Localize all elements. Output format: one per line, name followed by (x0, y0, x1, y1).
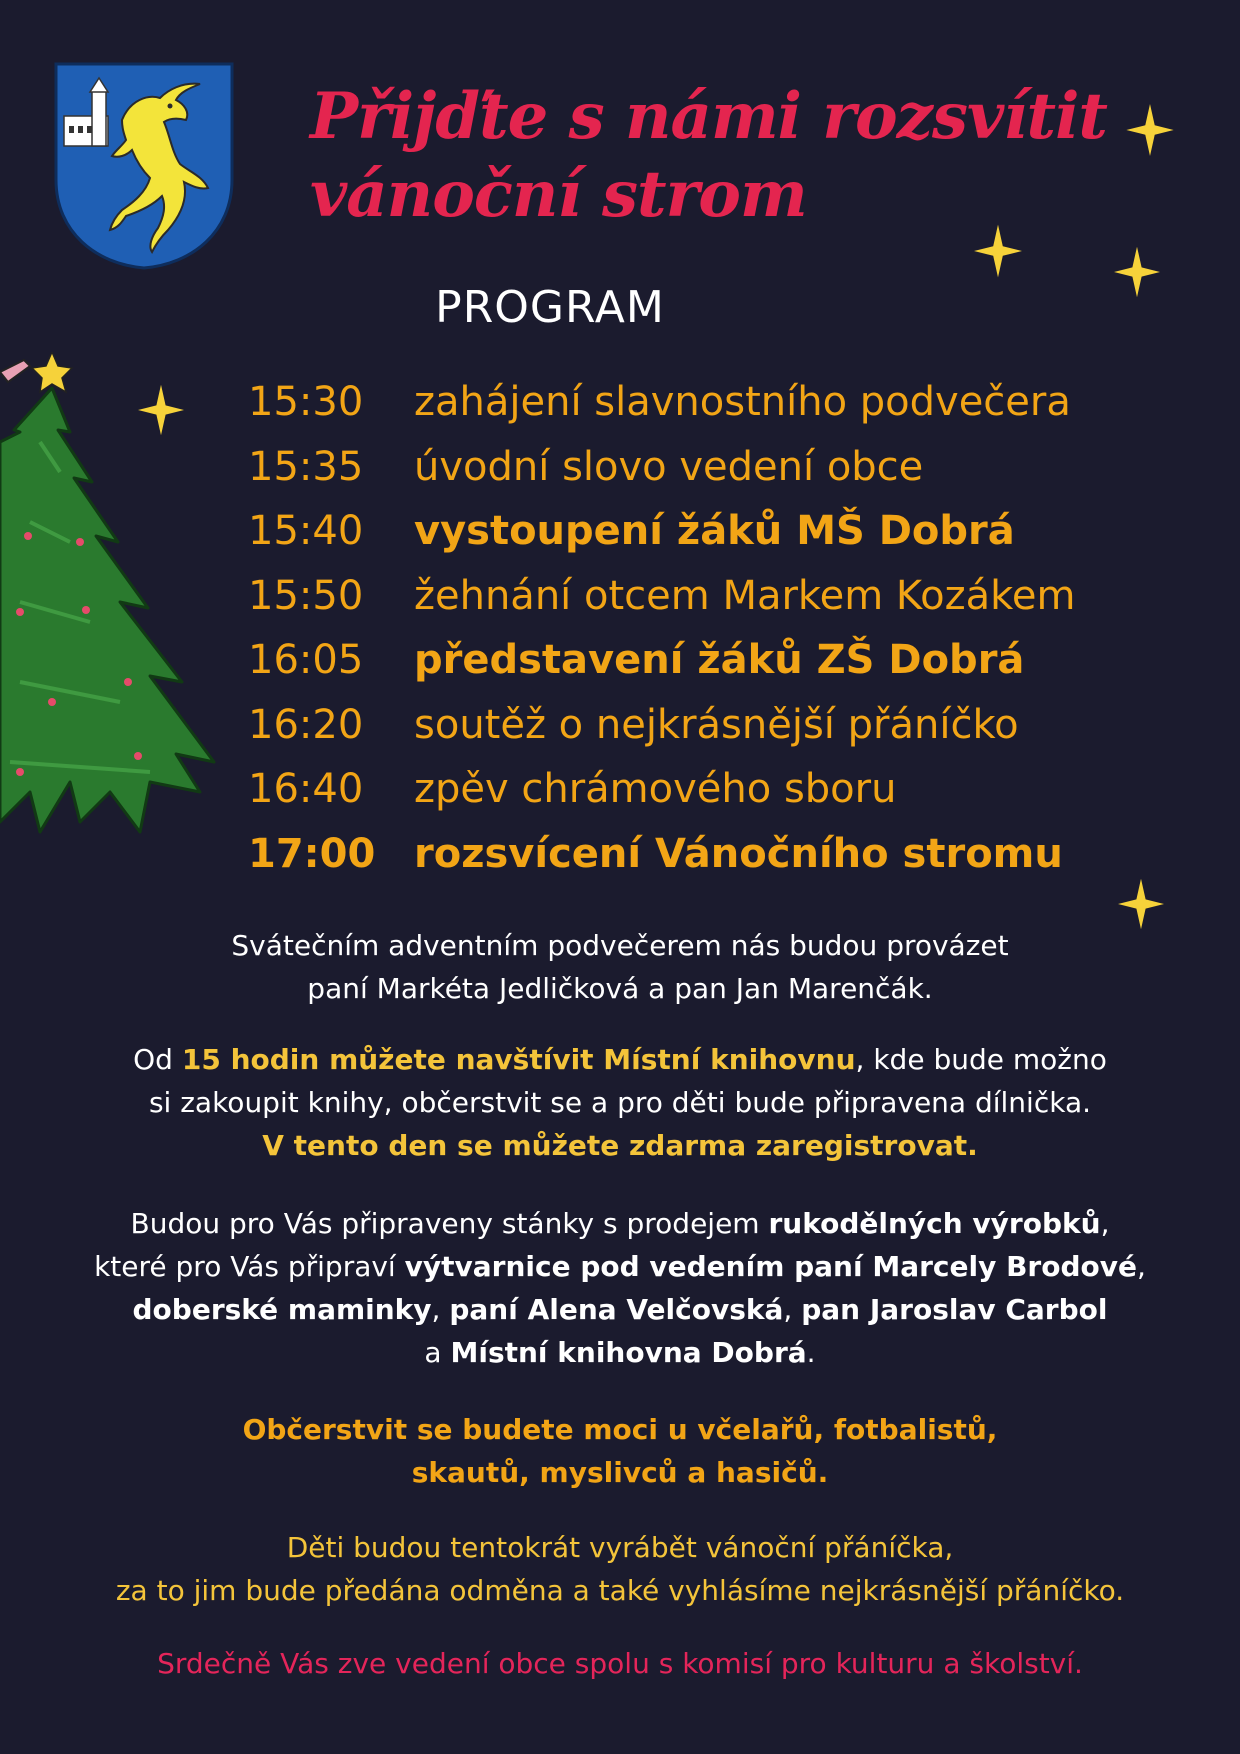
stalls-text: a (424, 1336, 451, 1369)
program-row (248, 370, 1148, 435)
stalls-bold: doberské maminky (132, 1293, 432, 1326)
program-row (248, 757, 1148, 822)
kids-line: Děti budou tentokrát vyrábět vánoční přáníčka, (286, 1531, 954, 1564)
title-line-1: Přijďte s námi rozsvítit (310, 79, 1107, 154)
hosts-paragraph (40, 924, 1200, 1010)
refreshments-line: skautů, myslivců a hasičů. (411, 1456, 829, 1489)
stalls-bold: paní Alena Velčovská (449, 1293, 784, 1326)
stalls-text: které pro Vás připraví (94, 1250, 405, 1283)
program-time: 16:05 (248, 637, 364, 684)
kids-paragraph (40, 1526, 1200, 1612)
stalls-text: , (1137, 1250, 1146, 1283)
municipal-crest-logo (52, 60, 236, 272)
program-list (248, 370, 1148, 886)
program-description: žehnání otcem Markem Kozákem (414, 572, 1076, 619)
stalls-paragraph (40, 1202, 1200, 1374)
program-row (248, 564, 1148, 629)
stalls-bold: výtvarnice pod vedením paní Marcely Brodové (404, 1250, 1137, 1283)
program-time: 15:40 (248, 508, 364, 555)
program-heading: PROGRAM (435, 282, 665, 333)
program-time: 15:35 (248, 443, 364, 490)
star-icon (974, 224, 1022, 278)
library-registration: V tento den se můžete zdarma zaregistrovat. (262, 1129, 978, 1162)
star-icon (1114, 246, 1160, 298)
program-time: 16:40 (248, 766, 364, 813)
stalls-text: . (806, 1336, 816, 1369)
hosts-line: paní Markéta Jedličková a pan Jan Marenčák. (307, 972, 933, 1005)
program-description: rozsvícení Vánočního stromu (414, 830, 1063, 877)
christmas-tree-illustration (0, 352, 230, 862)
program-description: představení žáků ZŠ Dobrá (414, 637, 1025, 684)
library-highlight: 15 hodin můžete navštívit Místní knihovnu (181, 1043, 856, 1076)
program-time: 16:20 (248, 701, 364, 748)
library-line: si zakoupit knihy, občerstvit se a pro děti bude připravena dílnička. (148, 1086, 1092, 1119)
program-description: vystoupení žáků MŠ Dobrá (414, 508, 1015, 555)
program-time: 15:50 (248, 572, 364, 619)
program-description: zpěv chrámového sboru (414, 766, 897, 813)
title-line-2: vánoční strom (310, 157, 807, 232)
library-suffix: , kde bude možno (855, 1043, 1107, 1076)
invitation-text: Srdečně Vás zve vedení obce spolu s komisí pro kulturu a školství. (157, 1647, 1083, 1680)
stalls-bold: Místní knihovna Dobrá (450, 1336, 807, 1369)
program-description: úvodní slovo vedení obce (414, 443, 924, 490)
stalls-text: Budou pro Vás připraveny stánky s prodejem (130, 1207, 769, 1240)
program-row (248, 822, 1148, 887)
hosts-line: Svátečním adventním podvečerem nás budou provázet (231, 929, 1009, 962)
refreshments-line: Občerstvit se budete moci u včelařů, fotbalistů, (242, 1413, 998, 1446)
stalls-bold: pan Jaroslav Carbol (801, 1293, 1108, 1326)
library-paragraph (40, 1038, 1200, 1167)
program-description: soutěž o nejkrásnější přáníčko (414, 701, 1019, 748)
stalls-text: , (783, 1293, 802, 1326)
program-time: 15:30 (248, 379, 364, 426)
program-time: 17:00 (248, 830, 376, 877)
stalls-text: , (431, 1293, 450, 1326)
program-row (248, 693, 1148, 758)
program-description: zahájení slavnostního podvečera (414, 379, 1071, 426)
star-icon (1126, 104, 1174, 156)
program-row (248, 499, 1148, 564)
page-title (310, 78, 1160, 234)
program-row (248, 435, 1148, 500)
kids-line: za to jim bude předána odměna a také vyhlásíme nejkrásnější přáníčko. (115, 1574, 1125, 1607)
program-row (248, 628, 1148, 693)
refreshments-paragraph (40, 1408, 1200, 1494)
stalls-text: , (1100, 1207, 1110, 1240)
library-prefix: Od (133, 1043, 182, 1076)
stalls-bold: rukodělných výrobků (768, 1207, 1101, 1240)
